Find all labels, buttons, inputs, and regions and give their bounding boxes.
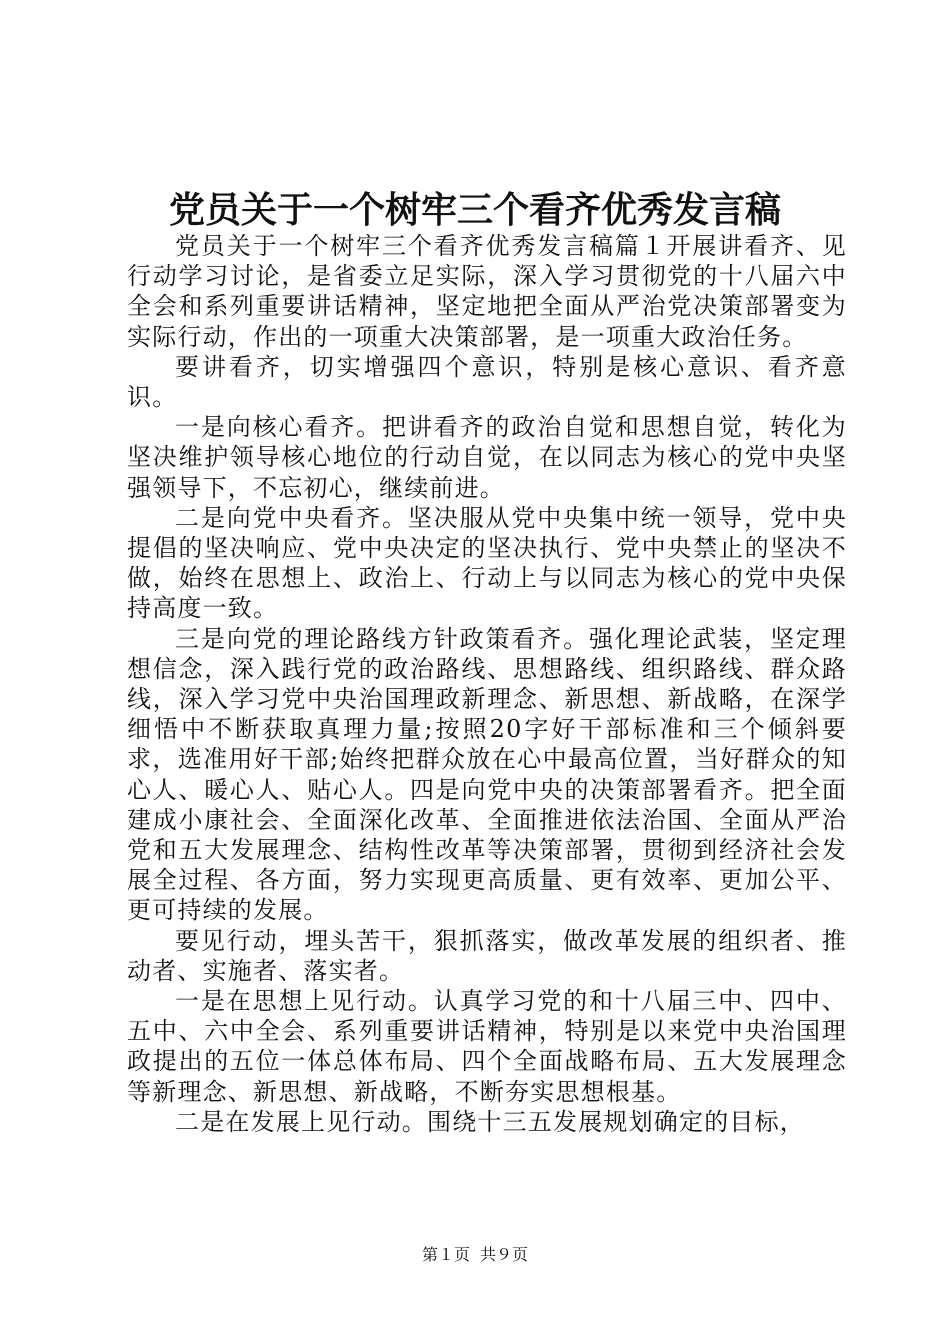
page-number-current: 第１页 <box>421 1245 470 1264</box>
paragraph: 要见行动，埋头苦干，狠抓落实，做改革发展的组织者、推动者、实施者、落实者。 <box>127 926 847 985</box>
document-body <box>127 231 847 1137</box>
document-title: 党员关于一个树牢三个看齐优秀发言稿 <box>168 189 781 231</box>
page-footer <box>0 1244 950 1266</box>
paragraph: 党员关于一个树牢三个看齐优秀发言稿篇１开展讲看齐、见行动学习讨论，是省委立足实际，深入学习贯彻党的十八届六中全会和系列重要讲话精神，坚定地把全面从严治党决策部署变为实际行动，作出的一项重大决策部署，是一项重大政治任务。 <box>127 232 847 351</box>
paragraph: 三是向党的理论路线方针政策看齐。强化理论武装，坚定理想信念，深入践行党的政治路线、思想路线、组织路线、群众路线，深入学习党中央治国理政新理念、新思想、新战略，在深学细悟中不断获取真理力量;按照20字好干部标准和三个倾斜要求，选准用好干部;始终把群众放在心中最高位置，当好群众的知心人、暖心人、贴心人。四是向党中央的决策部署看齐。把全面建成小康社会、全面深化改革、全面推进依法治国、全面从严治党和五大发展理念、结构性改革等决策部署，贯彻到经济社会发展全过程、各方面，努力实现更高质量、更有效率、更加公平、更可持续的发展。 <box>127 624 847 925</box>
page-number-total: 共９页 <box>480 1245 529 1264</box>
paragraph: 一是在思想上见行动。认真学习党的和十八届三中、四中、五中、六中全会、系列重要讲话精神，特别是以来党中央治国理政提出的五位一体总体布局、四个全面战略布局、五大发展理念等新理念、新思想、新战略，不断夯实思想根基。 <box>127 987 847 1106</box>
paragraph: 一是向核心看齐。把讲看齐的政治自觉和思想自觉，转化为坚决维护领导核心地位的行动自觉，在以同志为核心的党中央坚强领导下，不忘初心，继续前进。 <box>127 413 847 502</box>
paragraph: 二是向党中央看齐。坚决服从党中央集中统一领导，党中央提倡的坚决响应、党中央决定的坚决执行、党中央禁止的坚决不做，始终在思想上、政治上、行动上与以同志为核心的党中央保持高度一致。 <box>127 503 847 623</box>
paragraph: 要讲看齐，切实增强四个意识，特别是核心意识、看齐意识。 <box>127 352 847 412</box>
paragraph: 二是在发展上见行动。围绕十三五发展规划确定的目标， <box>175 1107 805 1136</box>
